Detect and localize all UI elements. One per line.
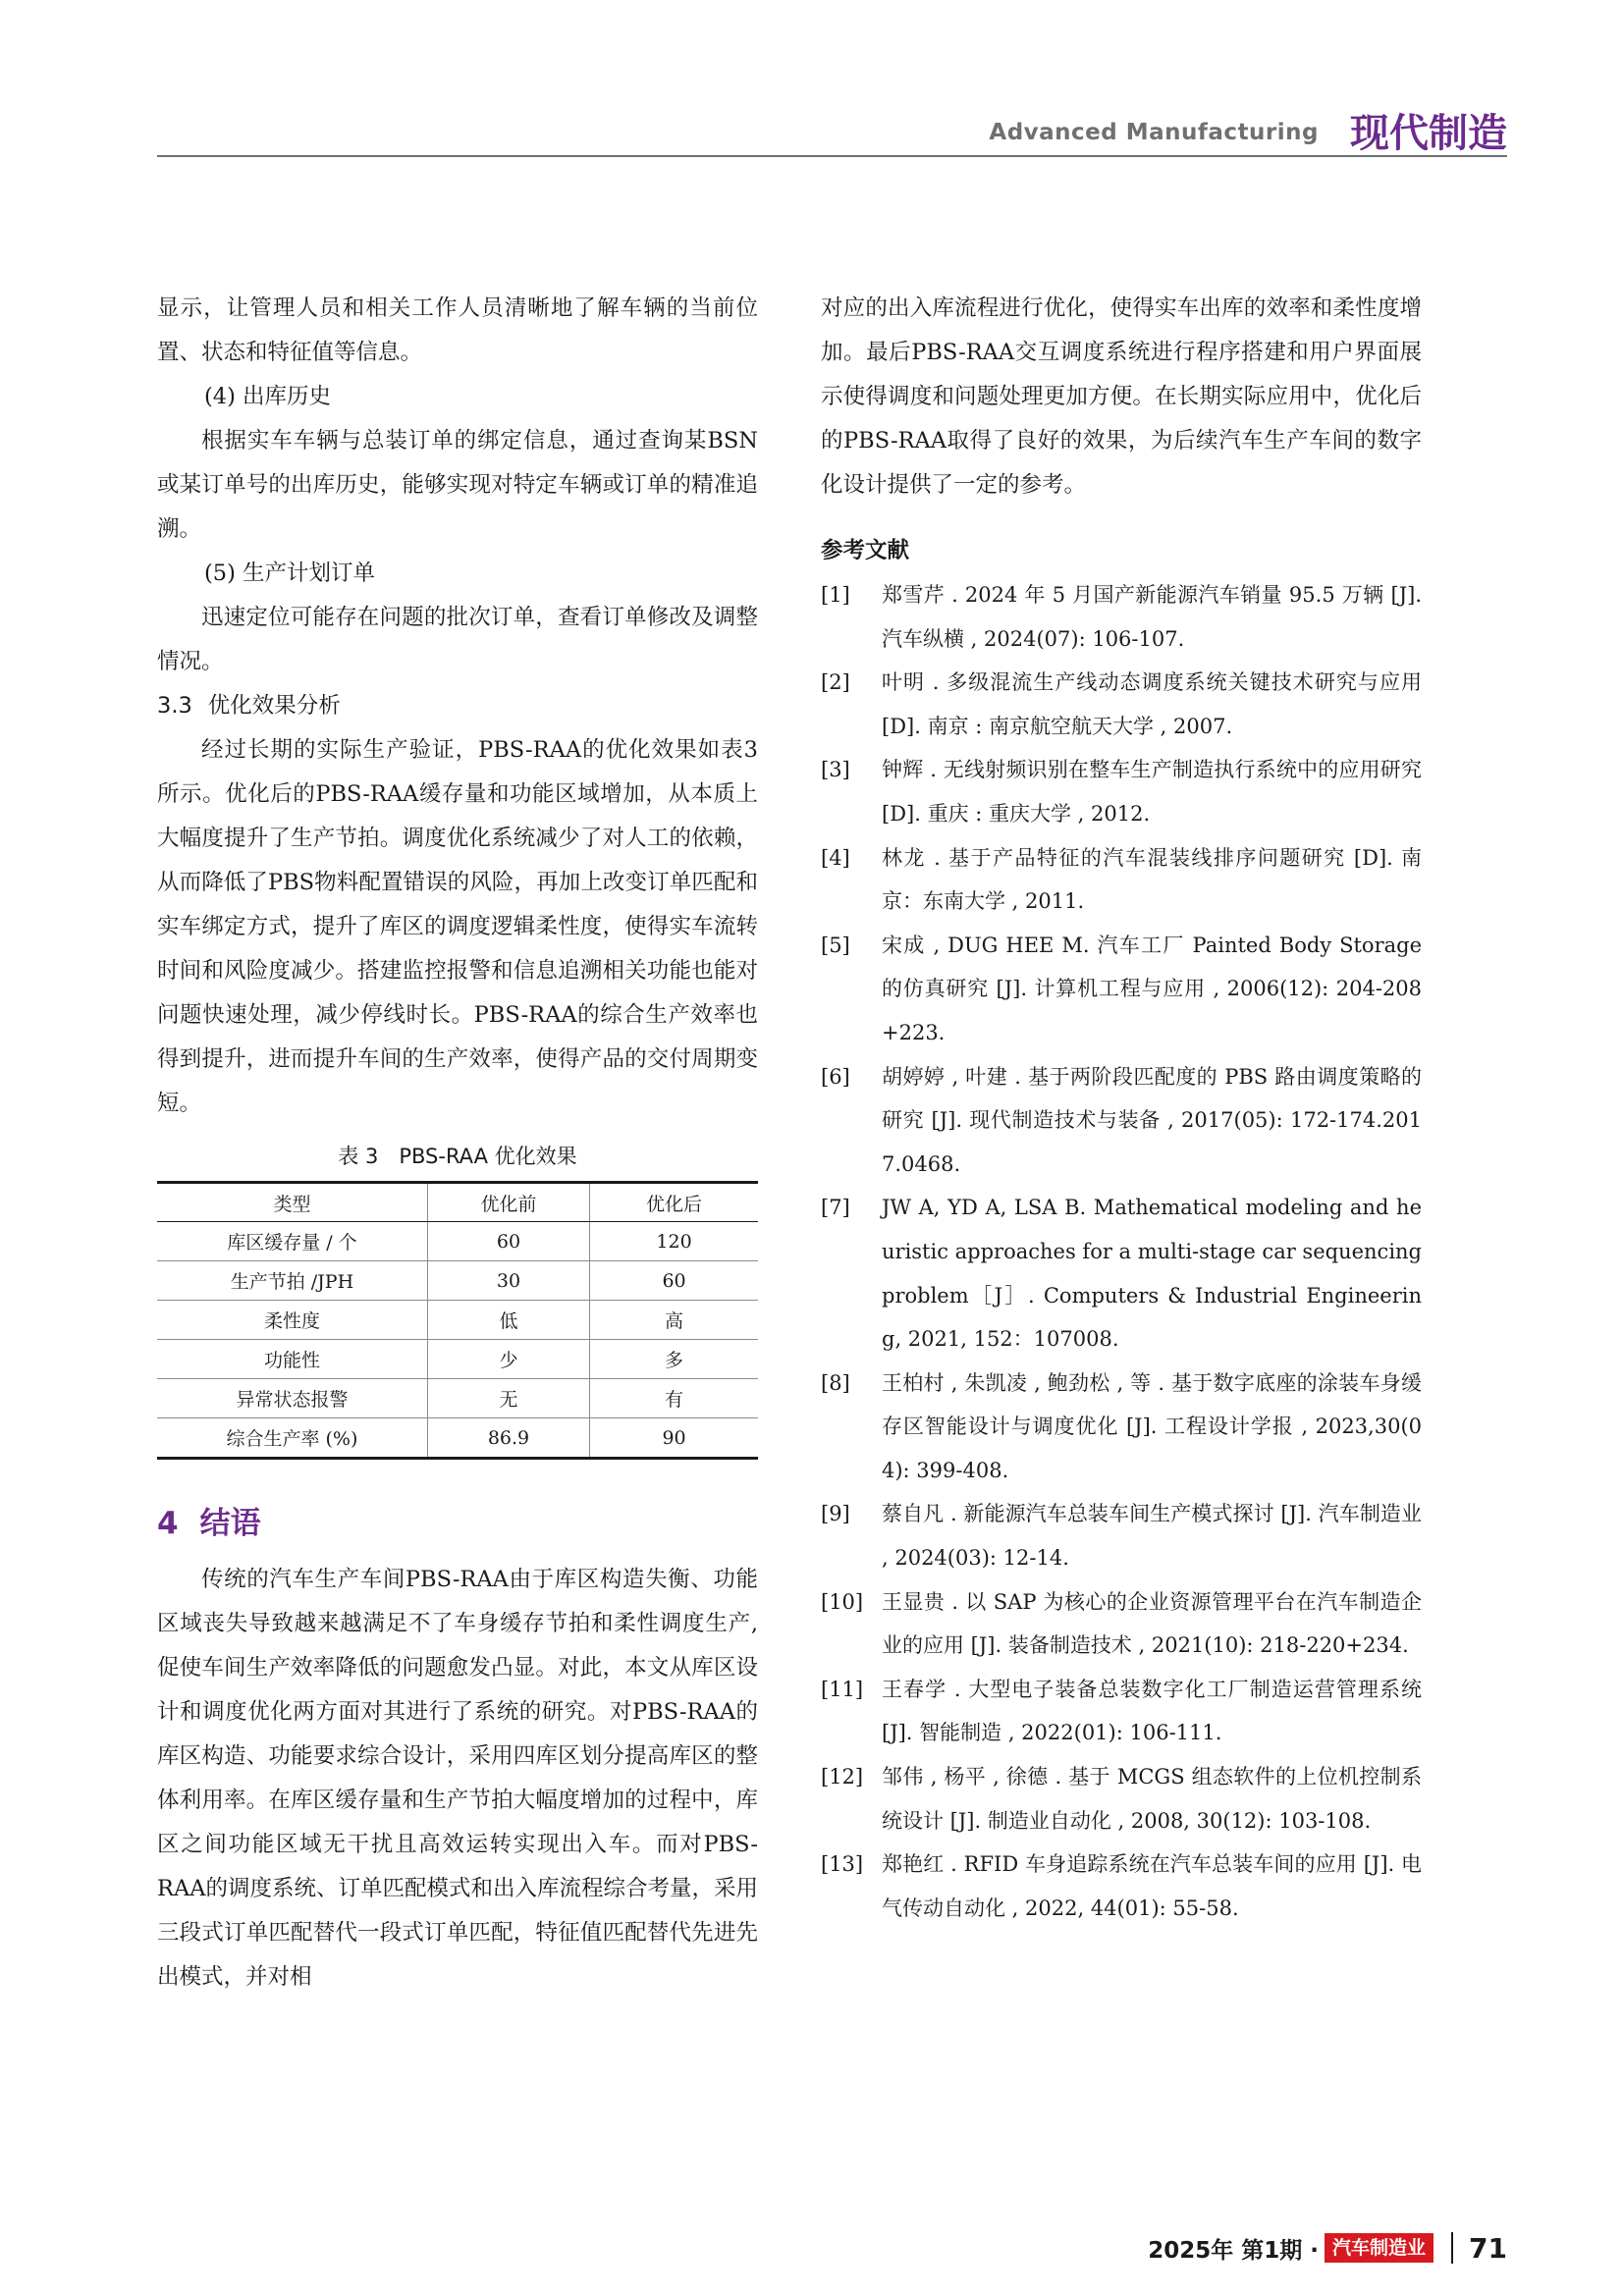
reference-number: [3]: [821, 758, 850, 782]
reference-item: [821, 1842, 1422, 1930]
journal-section-cn: 现代制造: [1350, 111, 1507, 156]
table-cell: 90: [590, 1418, 758, 1459]
reference-number: [12]: [821, 1765, 864, 1789]
issue-label: 2025年 第1期 ·: [1148, 2237, 1320, 2264]
table-cell: 30: [427, 1261, 589, 1301]
section-4-text: 传统的汽车生产车间PBS-RAA由于库区构造失衡、功能区域丧失导致越来越满足不了车身缓存节拍和柔性调度生产,促使车间生产效率降低的问题愈发凸显。对此，本文从库区设计和调度优化两方面对其进行了系统的研究。对PBS-RAA的库区构造、功能要求综合设计，采用四库区划分提高库区的整体利用率。在库区缓存量和生产节拍大幅度增加的过程中，库区之间功能区域无干扰且高效运转实现出入车。而对PBS-RAA的调度系统、订单匹配模式和出入库流程综合考量，采用三段式订单匹配替代一段式订单匹配，特征值匹配替代先进先出模式，并对相: [157, 1567, 758, 1990]
table-cell: 低: [427, 1301, 589, 1340]
item-5-text: 迅速定位可能存在问题的批次订单，查看订单修改及调整情况。: [157, 605, 758, 674]
table-header-cell: 优化后: [590, 1183, 758, 1222]
paragraph-continued: 对应的出入库流程进行优化，使得实车出库的效率和柔性度增加。最后PBS-RAA交互调度系统进行程序搭建和用户界面展示使得调度和问题处理更加方便。在长期实际应用中，优化后的PBS-RAA取得了良好的效果，为后续汽车生产车间的数字化设计提供了一定的参考。: [821, 295, 1422, 498]
reference-item: [821, 1186, 1422, 1361]
reference-item: [821, 748, 1422, 835]
table-row: [157, 1340, 758, 1379]
page-footer: [1148, 2228, 1507, 2268]
table-cell: 高: [590, 1301, 758, 1340]
reference-number: [8]: [821, 1370, 850, 1395]
section-3-3-text: 经过长期的实际生产验证，PBS-RAA的优化效果如表3所示。优化后的PBS-RAA缓存量和功能区域增加，从本质上大幅度提升了生产节拍。调度优化系统减少了对人工的依赖，从而降低了PBS物料配置错误的风险，再加上改变订单匹配和实车绑定方式，提升了库区的调度逻辑柔性度，使得实车流转时间和风险度减少。搭建监控报警和信息追溯相关功能也能对问题快速处理，减少停线时长。PBS-RAA的综合生产效率也得到提升，进而提升车间的生产效率，使得产品的交付周期变短。: [157, 737, 758, 1116]
table-row: [157, 1301, 758, 1340]
reference-number: [2]: [821, 670, 850, 695]
section-4-heading: [157, 1499, 758, 1548]
table-cell: 生产节拍 /JPH: [157, 1261, 427, 1301]
reference-number: [4]: [821, 845, 850, 870]
table-cell: 库区缓存量 / 个: [157, 1222, 427, 1261]
item-4-title: (4) 出库历史: [204, 384, 332, 409]
reference-item: [821, 1755, 1422, 1842]
reference-text: 钟辉 . 无线射频识别在整车生产制造执行系统中的应用研究 [D]. 重庆 : 重庆大学 , 2012.: [882, 758, 1422, 826]
table-3: [157, 1181, 758, 1460]
magazine-logo: 汽车制造业: [1325, 2233, 1434, 2263]
left-column: [157, 287, 758, 2000]
reference-text: 王显贵 . 以 SAP 为核心的企业资源管理平台在汽车制造企业的应用 [J]. 装备制造技术 , 2021(10): 218-220+234.: [882, 1589, 1422, 1658]
reference-list: [821, 573, 1422, 1930]
table-cell: 120: [590, 1222, 758, 1261]
table-cell: 86.9: [427, 1418, 589, 1459]
paragraph-continued: 显示，让管理人员和相关工作人员清晰地了解车辆的当前位置、状态和特征值等信息。: [157, 295, 758, 365]
reference-text: 胡婷婷 , 叶建 . 基于两阶段匹配度的 PBS 路由调度策略的研究 [J]. 现代制造技术与装备 , 2017(05): 172-174.2017.0468.: [882, 1064, 1422, 1176]
table-header-cell: 优化前: [427, 1183, 589, 1222]
section-3-3-heading: [157, 684, 758, 728]
reference-number: [9]: [821, 1502, 850, 1526]
reference-text: 叶明 . 多级混流生产线动态调度系统关键技术研究与应用 [D]. 南京 : 南京航空航天大学 , 2007.: [882, 670, 1422, 738]
table-header-row: [157, 1183, 758, 1222]
table-header-cell: 类型: [157, 1183, 427, 1222]
table-row: [157, 1418, 758, 1459]
reference-text: 郑雪芹 . 2024 年 5 月国产新能源汽车销量 95.5 万辆 [J]. 汽车纵横 , 2024(07): 106-107.: [882, 583, 1422, 651]
section-4-number: 4: [157, 1506, 179, 1541]
section-4-title: 结语: [199, 1506, 261, 1541]
page-number: 71: [1469, 2231, 1507, 2265]
references-heading: 参考文献: [821, 538, 910, 563]
table-cell: 60: [427, 1222, 589, 1261]
reference-number: [1]: [821, 583, 850, 607]
reference-item: [821, 661, 1422, 748]
table-cell: 无: [427, 1379, 589, 1418]
reference-item: [821, 1580, 1422, 1668]
reference-item: [821, 1362, 1422, 1493]
table-cell: 柔性度: [157, 1301, 427, 1340]
table-cell: 功能性: [157, 1340, 427, 1379]
table-cell: 少: [427, 1340, 589, 1379]
item-4-text: 根据实车车辆与总装订单的绑定信息，通过查询某BSN或某订单号的出库历史，能够实现对特定车辆或订单的精准追溯。: [157, 428, 758, 542]
reference-text: 王柏村 , 朱凯凌 , 鲍劲松 , 等 . 基于数字底座的涂装车身缓存区智能设计与调度优化 [J]. 工程设计学报 , 2023,30(04): 399-408.: [882, 1370, 1422, 1482]
reference-text: 宋成 , DUG HEE M. 汽车工厂 Painted Body Storage 的仿真研究 [J]. 计算机工程与应用 , 2006(12): 204-208+223.: [882, 933, 1422, 1044]
reference-number: [5]: [821, 933, 850, 957]
item-5-title: (5) 生产计划订单: [204, 561, 376, 586]
table-cell: 有: [590, 1379, 758, 1418]
reference-text: 林龙 . 基于产品特征的汽车混装线排序问题研究 [D]. 南京：东南大学 , 2011.: [882, 845, 1422, 914]
table-cell: 60: [590, 1261, 758, 1301]
reference-text: 蔡自凡 . 新能源汽车总装车间生产模式探讨 [J]. 汽车制造业 , 2024(03): 12-14.: [882, 1502, 1422, 1571]
reference-number: [13]: [821, 1852, 864, 1877]
reference-number: [7]: [821, 1196, 850, 1220]
journal-name-en: Advanced Manufacturing: [989, 120, 1319, 145]
table-cell: 异常状态报警: [157, 1379, 427, 1418]
table-cell: 多: [590, 1340, 758, 1379]
reference-item: [821, 573, 1422, 661]
footer-divider: [1451, 2232, 1453, 2264]
table-row: [157, 1379, 758, 1418]
reference-number: [10]: [821, 1589, 864, 1614]
table-row: [157, 1222, 758, 1261]
running-header: [157, 104, 1507, 157]
reference-text: 邹伟 , 杨平 , 徐德 . 基于 MCGS 组态软件的上位机控制系统设计 [J]. 制造业自动化 , 2008, 30(12): 103-108.: [882, 1765, 1422, 1833]
section-3-3-title: 优化效果分析: [207, 693, 341, 719]
reference-text: 王春学 . 大型电子装备总装数字化工厂制造运营管理系统 [J]. 智能制造 , 2022(01): 106-111.: [882, 1677, 1422, 1745]
table-row: [157, 1261, 758, 1301]
reference-item: [821, 1668, 1422, 1755]
reference-item: [821, 1492, 1422, 1579]
reference-number: [6]: [821, 1064, 850, 1089]
reference-text: JW A, YD A, LSA B. Mathematical modeling and heuristic approaches for a multi-stage car sequencing problem［J］. Computers & Industrial Engineering, 2021, 152：107008.: [882, 1196, 1422, 1352]
section-3-3-number: 3.3: [157, 693, 192, 719]
right-column: [821, 287, 1422, 1930]
reference-number: [11]: [821, 1677, 864, 1701]
table-3-caption: 表 3 PBS-RAA 优化效果: [338, 1145, 577, 1168]
reference-text: 郑艳红 . RFID 车身追踪系统在汽车总装车间的应用 [J]. 电气传动自动化 , 2022, 44(01): 55-58.: [882, 1852, 1422, 1920]
reference-item: [821, 924, 1422, 1055]
reference-item: [821, 836, 1422, 924]
reference-item: [821, 1055, 1422, 1187]
table-cell: 综合生产率 (%): [157, 1418, 427, 1459]
